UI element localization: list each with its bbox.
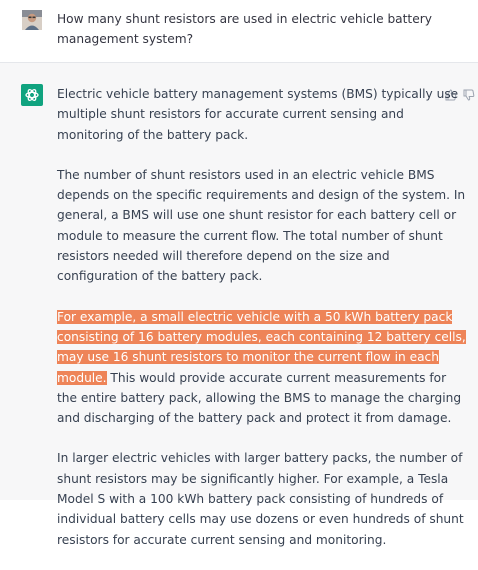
chatgpt-logo-icon bbox=[21, 84, 43, 106]
user-question: How many shunt resistors are used in electric vehicle battery management system? bbox=[57, 12, 432, 46]
answer-paragraph-4: In larger electric vehicles with larger battery packs, the number of shunt resistors may be significantly higher. For example, a Tesla Model S with a 100 kWh battery pack consisting of hundreds of individual battery cells may use dozens or even hundreds of shunt resistors for accurate current sensing and monitoring. bbox=[57, 451, 464, 547]
user-message-row bbox=[0, 0, 478, 63]
assistant-answer bbox=[57, 84, 467, 570]
answer-paragraph-1: Electric vehicle battery management systems (BMS) typically use multiple shunt resistors for accurate current sensing and monitoring of the battery pack. bbox=[57, 87, 459, 142]
answer-paragraph-2: The number of shunt resistors used in an electric vehicle BMS depends on the specific requirements and design of the system. In general, a BMS will use one shunt resistor for each battery cell or module to measure the current flow. The total number of shunt resistors needed will therefore depend on the size and configuration of the battery pack. bbox=[57, 167, 466, 284]
answer-paragraph-3 bbox=[57, 307, 467, 429]
answer-paragraph-3-rest: This would provide accurate current measurements for the entire battery pack, allowing the BMS to manage the charging and discharging of the battery pack and protect it from damage. bbox=[57, 370, 462, 426]
highlighted-text: For example, a small electric vehicle with a 50 kWh battery pack consisting of 16 battery modules, each containing 12 battery cells, may use 16 shunt resistors to monitor the current flow in each module. bbox=[57, 309, 466, 385]
user-avatar-icon bbox=[22, 10, 42, 30]
